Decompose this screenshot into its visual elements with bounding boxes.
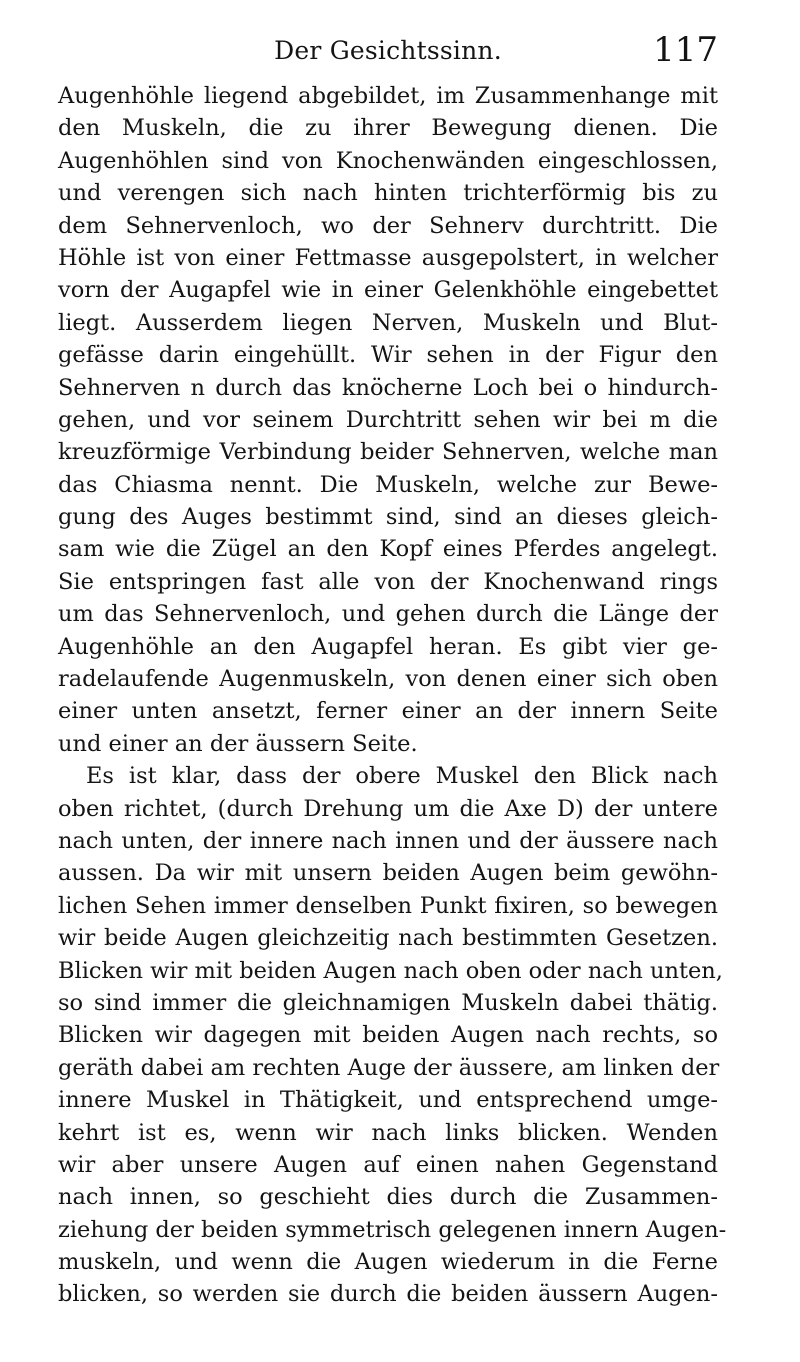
text-line: Blicken wir mit beiden Augen nach oben oder nach unten, [58,957,723,984]
text-line: oben richtet, (durch Drehung um die Axe D) der untere [58,795,718,822]
text-line: kehrt ist es, wenn wir nach links blicken. Wenden [58,1119,718,1146]
text-line: nach unten, der innere nach innen und der äussere nach [58,827,718,854]
text-line: lichen Sehen immer denselben Punkt fixiren, so bewegen [58,892,718,919]
text-line: ziehung der beiden symmetrisch gelegenen innern Augen- [58,1216,727,1243]
text-line: gefässe darin eingehüllt. Wir sehen in der Figur den [58,342,718,369]
text-line: geräth dabei am rechten Auge der äussere, am linken der [58,1054,720,1081]
text-line: gehen, und vor seinem Durchtritt sehen wir bei m die [58,406,718,433]
text-line: nach innen, so geschieht dies durch die Zusammen- [58,1184,718,1211]
text-line: wir beide Augen gleichzeitig nach bestimmten Gesetzen. [58,925,718,952]
running-header [58,30,718,74]
text-line: das Chiasma nennt. Die Muskeln, welche zur Bewe- [58,471,718,498]
text-line: Blicken wir dagegen mit beiden Augen nach rechts, so [58,1022,718,1049]
text-line: um das Sehnervenloch, und gehen durch die Länge der [58,601,718,628]
text-line: Sehnerven n durch das knöcherne Loch bei o hindurch- [58,374,718,401]
text-line: muskeln, und wenn die Augen wiederum in die Ferne [58,1249,718,1276]
text-line: Höhle ist von einer Fettmasse ausgepolstert, in welcher [58,244,718,271]
page-number: 117 [653,30,718,70]
text-line: Sie entspringen fast alle von der Knochenwand rings [58,568,718,595]
text-line: radelaufende Augenmuskeln, von denen einer sich oben [58,666,718,693]
body-text [58,80,727,1311]
text-line: den Muskeln, die zu ihrer Bewegung dienen. Die [58,115,718,142]
text-line: kreuzförmige Verbindung beider Sehnerven, welche man [58,439,718,466]
text-line: so sind immer die gleichnamigen Muskeln dabei thätig. [58,989,718,1016]
text-line: wir aber unsere Augen auf einen nahen Gegenstand [58,1151,718,1178]
text-line: einer unten ansetzt, ferner einer an der innern Seite [58,698,718,725]
text-line: Augenhöhle liegend abgebildet, im Zusammenhange mit [58,83,718,109]
text-line: dem Sehnervenloch, wo der Sehnerv durchtritt. Die [58,212,718,239]
text-line: gung des Auges bestimmt sind, sind an dieses gleich- [58,504,718,531]
text-line: liegt. Ausserdem liegen Nerven, Muskeln und Blut- [58,309,718,336]
text-line: und verengen sich nach hinten trichterförmig bis zu [58,180,718,207]
text-line: Augenhöhlen sind von Knochenwänden eingeschlossen, [58,147,718,174]
text-line: Augenhöhle an den Augapfel heran. Es gibt vier ge- [58,633,718,660]
text-line: sam wie die Zügel an den Kopf eines Pferdes angelegt. [58,536,718,563]
text-line: vorn der Augapfel wie in einer Gelenkhöhle eingebettet [58,277,718,304]
running-title: Der Gesichtssinn. [274,36,502,65]
text-line: Es ist klar, dass der obere Muskel den Blick nach [86,763,718,790]
text-line: blicken, so werden sie durch die beiden äussern Augen- [58,1281,718,1308]
text-line: und einer an der äussern Seite. [58,730,418,757]
text-line: innere Muskel in Thätigkeit, und entsprechend umge- [58,1087,718,1114]
text-line: aussen. Da wir mit unsern beiden Augen beim gewöhn- [58,860,718,887]
